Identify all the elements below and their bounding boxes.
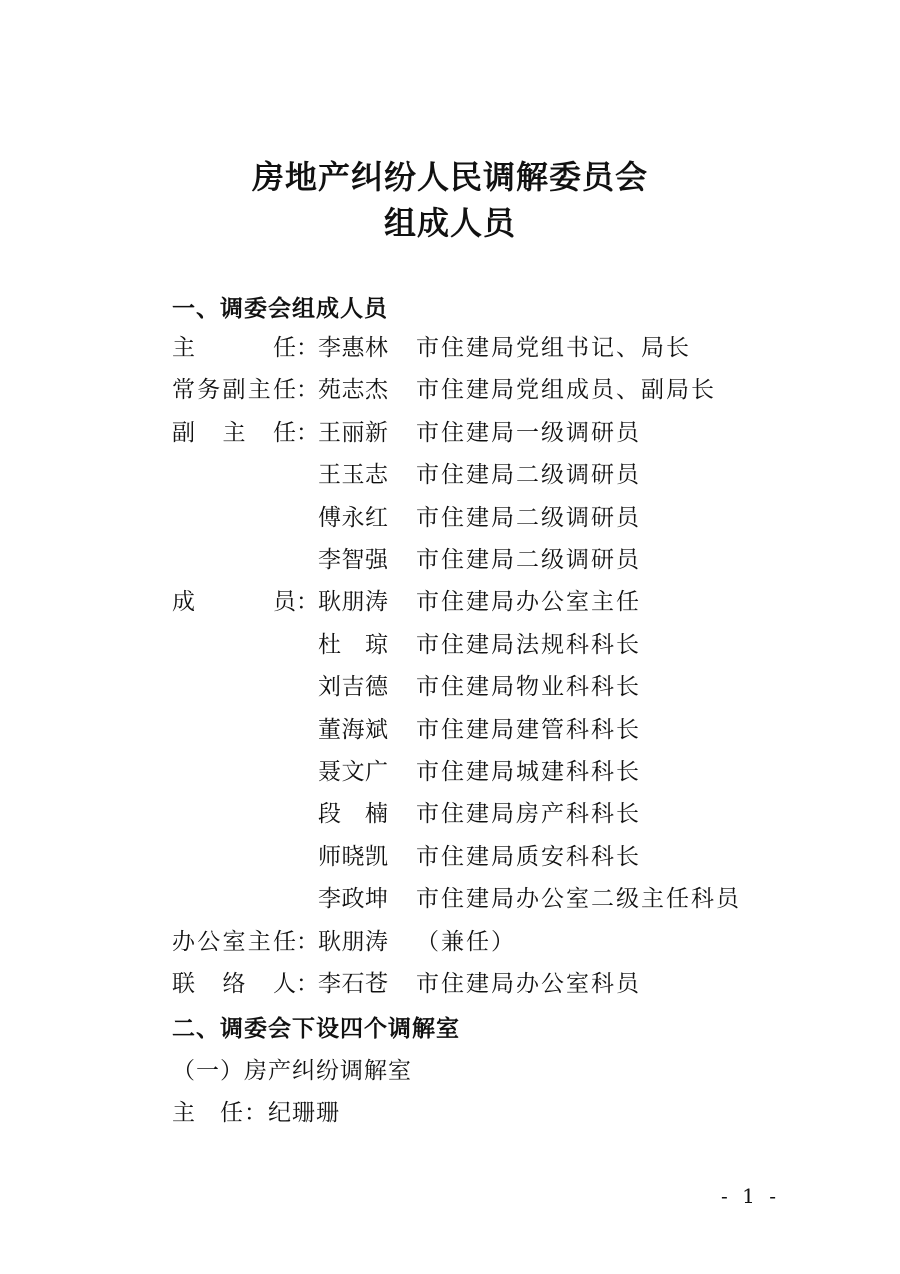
member-role-char: 室 [222, 928, 246, 955]
member-name-char: 吉 [341, 674, 365, 701]
member-position: 市住建局质安科科长 [416, 843, 641, 870]
member-name-char: 琼 [365, 631, 388, 658]
member-position: 市住建局办公室科员 [416, 971, 641, 997]
member-name-char: 永 [341, 504, 365, 531]
member-name [318, 582, 388, 622]
member-colon: ： [296, 377, 319, 404]
member-role [172, 582, 296, 622]
member-name-char: 新 [365, 419, 388, 446]
member-role-char: 副 [222, 377, 246, 404]
member-role-char: 络 [222, 971, 246, 997]
member-role-char: 联 [172, 971, 195, 997]
member-colon: ： [296, 928, 319, 955]
member-name-char: 王 [318, 462, 341, 489]
member-name-char: 斌 [365, 716, 388, 743]
member-name-char: 志 [341, 377, 365, 404]
member-role [172, 328, 296, 368]
member-colon: ： [296, 589, 319, 616]
member-name [318, 879, 388, 919]
member-role-char: 任 [273, 419, 296, 446]
member-name [318, 625, 388, 665]
member-name [318, 922, 388, 962]
member-role-char: 副 [172, 419, 195, 446]
member-colon: ： [296, 419, 319, 446]
member-name-char: 耿 [318, 928, 341, 955]
member-role-char: 主 [247, 928, 271, 955]
member-name-char: 涛 [365, 928, 388, 955]
member-name-char: 董 [318, 716, 341, 743]
member-name-char: 凯 [365, 843, 388, 870]
member-role [172, 922, 296, 962]
member-name-char: 海 [341, 716, 365, 743]
member-name [318, 498, 388, 538]
member-role-char: 主 [247, 377, 271, 404]
member-name [318, 413, 388, 453]
member-name [318, 667, 388, 707]
member-role-char: 成 [172, 589, 195, 616]
member-name-char: 涛 [365, 589, 388, 616]
member-name-char: 智 [341, 547, 365, 573]
member-name-char: 志 [365, 462, 388, 489]
member-name-char: 朋 [341, 589, 365, 616]
member-role [172, 413, 296, 453]
section1-heading: 一、调委会组成人员 [172, 296, 388, 322]
member-name-char: 杰 [365, 377, 388, 404]
member-name-char: 李 [318, 886, 341, 913]
member-name-char: 坤 [365, 886, 388, 913]
member-role-char: 务 [197, 377, 221, 404]
member-role-char: 主 [172, 335, 195, 361]
member-name-char: 玉 [341, 462, 365, 489]
member-name-char: 傅 [318, 504, 341, 531]
member-name [318, 455, 388, 495]
member-role-char: 任 [273, 335, 296, 361]
subsection1-heading: （一）房产纠纷调解室 [172, 1058, 412, 1084]
member-role-char: 常 [172, 377, 195, 404]
member-position: 市住建局法规科科长 [416, 631, 641, 658]
member-position: （兼任） [416, 928, 516, 955]
member-name [318, 370, 388, 410]
member-position: 市住建局二级调研员 [416, 504, 641, 531]
member-name [318, 837, 388, 877]
member-position: 市住建局党组成员、副局长 [416, 377, 716, 404]
member-role-char: 人 [273, 971, 296, 997]
member-name [318, 540, 388, 580]
member-role [172, 370, 296, 410]
member-position: 市住建局党组书记、局长 [416, 335, 691, 361]
member-name-char: 苑 [318, 377, 341, 404]
member-position: 市住建局二级调研员 [416, 462, 641, 489]
member-role-char: 办 [172, 928, 195, 955]
member-name-char: 丽 [341, 419, 365, 446]
member-name-char: 德 [365, 674, 388, 701]
member-name-char: 惠 [341, 335, 365, 361]
member-name-char: 李 [318, 547, 341, 573]
member-name-char: 林 [365, 335, 388, 361]
member-name [318, 710, 388, 750]
member-name-char: 杜 [318, 631, 341, 658]
member-position: 市住建局一级调研员 [416, 419, 641, 446]
member-position: 市住建局建管科科长 [416, 716, 641, 743]
section2-heading: 二、调委会下设四个调解室 [172, 1016, 460, 1042]
member-name-char: 王 [318, 419, 341, 446]
member-name-char: 石 [341, 971, 365, 997]
director-line: 主 任：纪珊珊 [172, 1100, 340, 1126]
member-name-char: 广 [365, 759, 388, 785]
member-name-char: 聂 [318, 759, 341, 785]
member-name [318, 964, 388, 1004]
member-role-char: 主 [222, 419, 246, 446]
member-name-char: 朋 [341, 928, 365, 955]
member-position: 市住建局办公室二级主任科员 [416, 886, 741, 913]
member-name [318, 752, 388, 792]
document-title-line2: 组成人员 [383, 204, 516, 242]
member-name-char: 文 [341, 759, 365, 785]
member-name-char: 晓 [341, 843, 365, 870]
member-role-char: 任 [273, 377, 296, 404]
member-role-char: 员 [273, 589, 296, 616]
member-role [172, 964, 296, 1004]
member-position: 市住建局物业科科长 [416, 674, 641, 701]
member-name-char: 强 [365, 547, 388, 573]
member-name [318, 794, 388, 834]
member-name-char: 苍 [365, 971, 388, 997]
member-name-char: 李 [318, 971, 341, 997]
member-position: 市住建局办公室主任 [416, 589, 641, 616]
page-number: - 1 - [721, 1184, 780, 1208]
member-role-char: 任 [273, 928, 296, 955]
member-name-char: 红 [365, 504, 388, 531]
member-position: 市住建局房产科科长 [416, 801, 641, 828]
member-position: 市住建局二级调研员 [416, 547, 641, 573]
member-name [318, 328, 388, 368]
member-name-char: 段 [318, 801, 341, 828]
member-name-char: 耿 [318, 589, 341, 616]
member-position: 市住建局城建科科长 [416, 759, 641, 785]
member-name-char: 刘 [318, 674, 341, 701]
document-title-line1: 房地产纠纷人民调解委员会 [251, 158, 648, 196]
member-role-char: 公 [197, 928, 221, 955]
member-colon: ： [296, 335, 319, 361]
member-name-char: 师 [318, 843, 341, 870]
member-name-char: 楠 [365, 801, 388, 828]
member-name-char: 李 [318, 335, 341, 361]
member-colon: ： [296, 971, 319, 997]
member-name-char: 政 [341, 886, 365, 913]
